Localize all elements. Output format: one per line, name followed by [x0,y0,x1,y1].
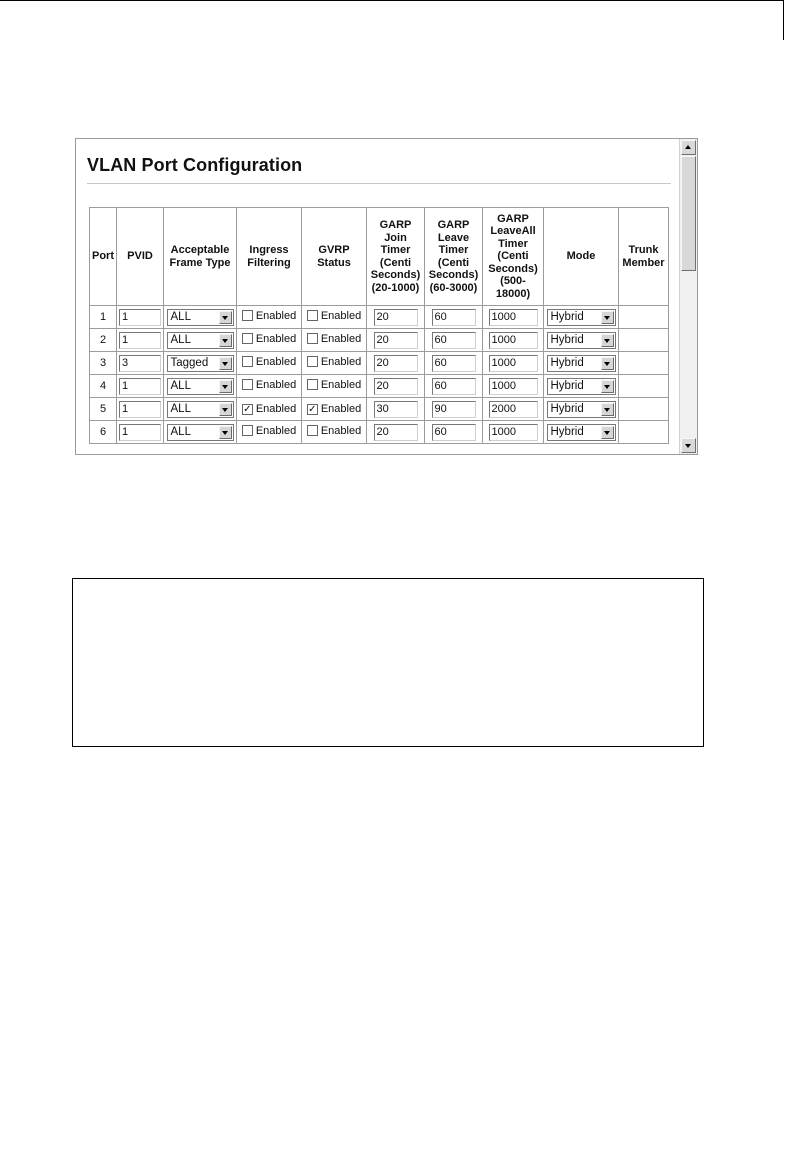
frame-type-select[interactable]: ALL [167,424,234,441]
chevron-down-icon[interactable] [219,357,232,370]
garp-leave-timer-input[interactable]: 60 [432,424,476,441]
chevron-down-icon[interactable] [219,311,232,324]
pvid-cell [117,329,164,352]
port-cell: 3 [90,352,117,375]
empty-frame-box [72,578,704,747]
chevron-down-icon[interactable] [601,403,614,416]
gvrp-cell [302,352,367,375]
pvid-input[interactable]: 1 [119,378,161,395]
chevron-down-icon[interactable] [219,334,232,347]
ingress-cell [237,421,302,444]
page-title: VLAN Port Configuration [87,155,303,175]
table-row [90,329,669,352]
garp-join-timer-input[interactable]: 20 [374,332,418,349]
header-pvid: PVID [117,208,164,306]
gvrp-status-checkbox[interactable] [307,425,361,437]
frame-type-select[interactable]: ALL [167,309,234,326]
scroll-down-arrow-icon[interactable] [681,438,696,453]
port-cell: 4 [90,375,117,398]
header-garp-leave-timer: GARP Leave Timer (Centi Seconds) (60-3000) [425,208,483,306]
mode-select[interactable]: Hybrid [547,401,616,418]
garp-leaveall-timer-input[interactable]: 2000 [489,401,538,418]
checkbox-icon[interactable] [242,333,253,344]
checkbox-icon[interactable] [242,310,253,321]
mode-select[interactable]: Hybrid [547,378,616,395]
leaveall-timer-cell [483,421,544,444]
join-timer-cell [367,421,425,444]
join-timer-cell [367,352,425,375]
checkbox-icon[interactable] [307,379,318,390]
frame-type-select[interactable]: ALL [167,401,234,418]
join-timer-cell [367,306,425,329]
pvid-cell [117,375,164,398]
header-trunk-member: Trunk Member [619,208,669,306]
ingress-filtering-checkbox[interactable] [242,379,296,391]
frame-type-select[interactable]: ALL [167,332,234,349]
ingress-filtering-checkbox[interactable] [242,425,296,437]
chevron-down-icon[interactable] [601,426,614,439]
garp-leave-timer-input[interactable]: 60 [432,332,476,349]
frame-type-cell [164,352,237,375]
header-gvrp-status: GVRP Status [302,208,367,306]
garp-join-timer-input[interactable]: 20 [374,424,418,441]
leaveall-timer-cell [483,306,544,329]
gvrp-cell [302,375,367,398]
checkbox-icon[interactable] [242,404,253,415]
gvrp-status-checkbox[interactable] [307,333,361,345]
mode-select[interactable]: Hybrid [547,355,616,372]
checkbox-icon[interactable] [242,379,253,390]
checkbox-icon[interactable] [242,356,253,367]
scroll-up-arrow-icon[interactable] [681,140,696,155]
frame-type-cell [164,375,237,398]
table-row [90,375,669,398]
ingress-filtering-checkbox[interactable] [242,403,296,415]
checkbox-icon[interactable] [242,425,253,436]
leave-timer-cell [425,306,483,329]
checkbox-label: Enabled [255,309,297,322]
chevron-down-icon[interactable] [601,334,614,347]
ingress-filtering-checkbox[interactable] [242,333,296,345]
chevron-down-icon[interactable] [601,380,614,393]
trunk-member-cell [619,329,669,352]
port-cell: 6 [90,421,117,444]
trunk-member-cell [619,352,669,375]
title-divider [87,183,671,184]
frame-type-select[interactable]: ALL [167,378,234,395]
garp-leaveall-timer-input[interactable]: 1000 [489,309,538,326]
leave-timer-cell [425,329,483,352]
pvid-input[interactable]: 1 [119,401,161,418]
checkbox-icon[interactable] [307,310,318,321]
garp-join-timer-input[interactable]: 20 [374,309,418,326]
check-mark-icon: ✓ [308,403,317,415]
checkbox-label: Enabled [255,424,297,437]
table-row [90,398,669,421]
ingress-cell [237,375,302,398]
vlan-port-config-window [75,138,698,455]
garp-leaveall-timer-input[interactable]: 1000 [489,378,538,395]
checkbox-label: Enabled [320,378,362,391]
garp-leave-timer-input[interactable]: 90 [432,401,476,418]
chevron-down-icon[interactable] [219,403,232,416]
vlan-port-table [89,207,669,444]
gvrp-status-checkbox[interactable] [307,310,361,322]
scrollbar-thumb[interactable] [681,156,696,271]
pvid-cell [117,352,164,375]
port-cell: 1 [90,306,117,329]
checkbox-label: Enabled [255,403,297,416]
chevron-down-icon[interactable] [219,426,232,439]
leave-timer-cell [425,421,483,444]
join-timer-cell [367,329,425,352]
checkbox-icon[interactable] [307,425,318,436]
garp-leaveall-timer-input[interactable]: 1000 [489,355,538,372]
header-mode: Mode [544,208,619,306]
checkbox-label: Enabled [320,355,362,368]
trunk-member-cell [619,421,669,444]
frame-type-cell [164,398,237,421]
pvid-cell [117,398,164,421]
table-row [90,421,669,444]
trunk-member-cell [619,398,669,421]
table-header-row [90,208,669,306]
checkbox-label: Enabled [255,355,297,368]
checkbox-label: Enabled [320,403,362,416]
leaveall-timer-cell [483,329,544,352]
pvid-input[interactable]: 1 [119,332,161,349]
gvrp-cell [302,398,367,421]
frame-type-cell [164,306,237,329]
pvid-input[interactable]: 1 [119,309,161,326]
leave-timer-cell [425,352,483,375]
checkbox-icon[interactable] [307,404,318,415]
gvrp-cell [302,306,367,329]
garp-join-timer-input[interactable]: 20 [374,378,418,395]
gvrp-cell [302,421,367,444]
pvid-cell [117,306,164,329]
garp-leaveall-timer-input[interactable]: 1000 [489,332,538,349]
checkbox-label: Enabled [255,332,297,345]
header-ingress-filtering: Ingress Filtering [237,208,302,306]
mode-cell [544,398,619,421]
join-timer-cell [367,398,425,421]
checkbox-icon[interactable] [307,356,318,367]
gvrp-status-checkbox[interactable] [307,356,361,368]
table-row [90,306,669,329]
ingress-cell [237,398,302,421]
leaveall-timer-cell [483,398,544,421]
page-top-rule [0,0,783,1]
trunk-member-cell [619,306,669,329]
frame-type-cell [164,421,237,444]
frame-type-cell [164,329,237,352]
ingress-cell [237,306,302,329]
leave-timer-cell [425,398,483,421]
chevron-down-icon[interactable] [219,380,232,393]
garp-leave-timer-input[interactable]: 60 [432,378,476,395]
garp-leave-timer-input[interactable]: 60 [432,355,476,372]
garp-leaveall-timer-input[interactable]: 1000 [489,424,538,441]
pvid-input[interactable]: 3 [119,355,161,372]
leaveall-timer-cell [483,352,544,375]
chevron-down-icon[interactable] [601,311,614,324]
ingress-cell [237,352,302,375]
header-frame-type: Acceptable Frame Type [164,208,237,306]
leave-timer-cell [425,375,483,398]
checkbox-label: Enabled [320,332,362,345]
ingress-cell [237,329,302,352]
trunk-member-cell [619,375,669,398]
garp-join-timer-input[interactable]: 30 [374,401,418,418]
pvid-cell [117,421,164,444]
content-viewport [76,139,679,454]
header-garp-leaveall-timer: GARP LeaveAll Timer (Centi Seconds) (500- 18000) [483,208,544,306]
ingress-filtering-checkbox[interactable] [242,356,296,368]
table-row [90,352,669,375]
gvrp-status-checkbox[interactable] [307,379,361,391]
port-cell: 2 [90,329,117,352]
mode-cell [544,421,619,444]
mode-cell [544,329,619,352]
gvrp-status-checkbox[interactable] [307,403,361,415]
mode-cell [544,375,619,398]
checkbox-label: Enabled [320,309,362,322]
check-mark-icon: ✓ [243,403,252,415]
garp-join-timer-input[interactable]: 20 [374,355,418,372]
join-timer-cell [367,375,425,398]
vertical-scrollbar[interactable] [679,139,697,454]
frame-type-select[interactable]: Tagged [167,355,234,372]
checkbox-label: Enabled [320,424,362,437]
pvid-input[interactable]: 1 [119,424,161,441]
header-port: Port [90,208,117,306]
mode-select[interactable]: Hybrid [547,424,616,441]
checkbox-label: Enabled [255,378,297,391]
port-cell: 5 [90,398,117,421]
mode-cell [544,352,619,375]
garp-leave-timer-input[interactable]: 60 [432,309,476,326]
mode-cell [544,306,619,329]
leaveall-timer-cell [483,375,544,398]
header-garp-join-timer: GARP Join Timer (Centi Seconds) (20-1000) [367,208,425,306]
ingress-filtering-checkbox[interactable] [242,310,296,322]
mode-select[interactable]: Hybrid [547,309,616,326]
chevron-down-icon[interactable] [601,357,614,370]
mode-select[interactable]: Hybrid [547,332,616,349]
checkbox-icon[interactable] [307,333,318,344]
gvrp-cell [302,329,367,352]
page-top-rule-end [783,0,784,40]
